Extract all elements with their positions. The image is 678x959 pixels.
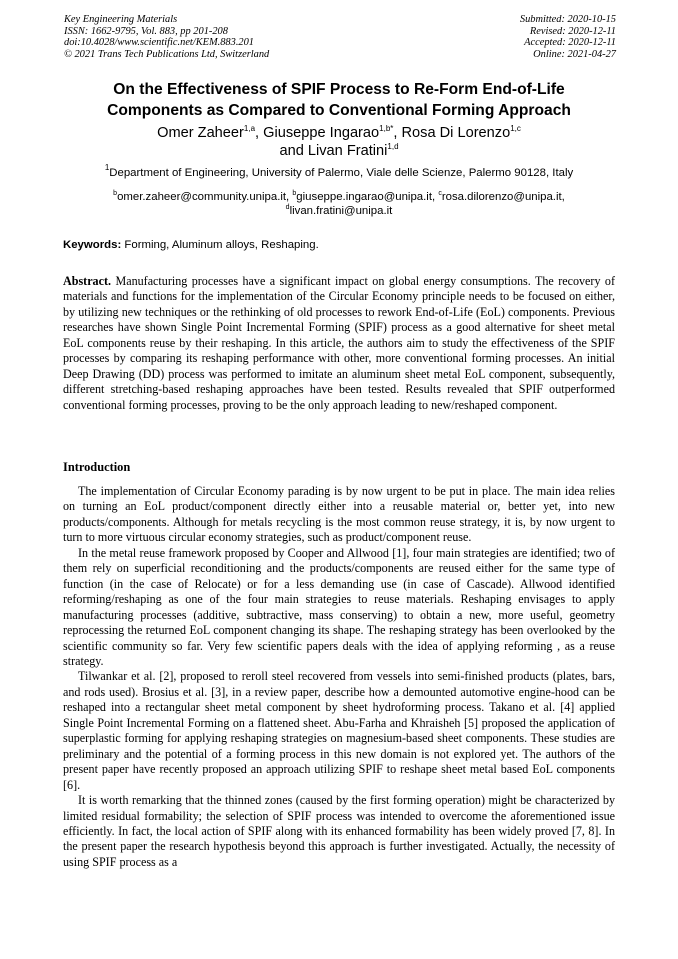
affiliation [40, 163, 638, 180]
author-affiliation-marker: 1,a [243, 124, 256, 133]
affiliation-text: Department of Engineering, University of Palermo, Viale delle Scienze, Palermo 90128, Italy [109, 167, 574, 179]
email-marker: b [292, 190, 297, 197]
paragraph: In the metal reuse framework proposed by Cooper and Allwood [1], four main strategies are identified; two of them rely on superficial reconditioning and the products/components are reused either for the same type of function (in the case of Relocate) or for a less demanding use (in case of Cascade). Allwood identified reforming/reshaping as one of the four main strategies to reuse materials. Reshaping envisages to apply manufacturing processes (additive, subtractive, mass conserving) to obtain a new, more useful, geometry reprocessing the returned EoL component changing its shape. The reshaping strategy has been overlooked by the scientific community so far. Very few scientific papers deals with the idea of applying reforming , as a reuse strategy. [63, 545, 615, 668]
abstract-text: Manufacturing processes have a significant impact on global energy consumptions. The recovery of materials and functions for the implementation of the Circular Economy principle needs to be focused on either, by utilizing new techniques or the rethinking of old processes to rework End-of-Life (EoL) components. Previous researches have shown Single Point Incremental Forming (SPIF) process as a good alternative for sheet metal EoL components reuse by their reshaping. In this article, the authors aim to study the effectiveness of the SPIF processes by comparing its reshaping performance with other, more conventional forming processes. An initial Deep Drawing (DD) process was performed to imitate an aluminum sheet metal EoL component, subsequently, different stretching-based reshaping approaches have been tested. Results revealed that SPIF outperformed conventional forming processes, proving to be the only approach leading to new/reshaped component. [63, 274, 615, 412]
date-accepted: Accepted: 2020-12-11 [524, 37, 616, 49]
paper-title [40, 79, 638, 121]
author-affiliation-marker: 1,d [387, 142, 399, 151]
author-separator: , [393, 125, 402, 141]
authors-line-1 [40, 124, 638, 142]
journal-info [64, 14, 269, 60]
affiliation-marker: 1 [104, 163, 110, 172]
email-marker: c [438, 190, 442, 197]
email-link[interactable]: livan.fratini@unipa.it [289, 204, 393, 217]
email-marker: d [285, 203, 290, 211]
keywords-label: Keywords: [63, 239, 122, 251]
introduction-body [63, 484, 615, 870]
emails-line-1 [40, 191, 638, 205]
email-link[interactable]: rosa.dilorenzo@unipa.it, [441, 191, 565, 203]
keywords-text: Forming, Aluminum alloys, Reshaping. [121, 239, 319, 251]
publication-dates [520, 14, 616, 60]
authors-line-2 [40, 142, 638, 160]
emails-line-2 [40, 205, 638, 219]
journal-copyright: © 2021 Trans Tech Publications Ltd, Switzerland [64, 48, 270, 60]
email-marker: b [113, 190, 118, 197]
email-link[interactable]: omer.zaheer@community.unipa.it, [117, 191, 293, 203]
abstract [63, 274, 615, 413]
author-name: Omer Zaheer [157, 125, 244, 141]
abstract-label: Abstract. [63, 274, 112, 288]
paragraph: Tilwankar et al. [2], proposed to reroll steel recovered from vessels into semi-finished products (plates, bars, and rods used). Brosius et al. [3], in a review paper, describe how a demounted automotive engine-hood can be reshaped into a rectangular sheet metal component by sheet hydroforming process. Takano et al. [4] applied Single Point Incremental Forming on a flattened sheet. Abu-Farha and Khraisheh [5] proposed the application of superplastic forming for applying reshaping strategies on magnesium-based sheet components. These studies are preliminary and the potential of a forming process in this new domain is not explored yet. The authors of the present paper have recently proposed an approach utilizing SPIF to reshape sheet metal based EoL components [6]. [63, 669, 615, 792]
date-online: Online: 2021-04-27 [533, 48, 616, 60]
title-line-2: Components as Compared to Conventional Forming Approach [107, 102, 571, 119]
paragraph: The implementation of Circular Economy parading is by now urgent to be put in place. The main idea relies on turning an EoL product/component directly either into a reusable material or, better yet, into new products/components. Although for metals recycling is the most common reuse strategy, it is, by now urgent to turn to more virtuous circular economy strategies, such as product/component reuse. [63, 484, 615, 545]
email-link[interactable]: giuseppe.ingarao@unipa.it, [296, 191, 439, 203]
journal-name: Key Engineering Materials [64, 14, 178, 25]
paragraph: It is worth remarking that the thinned zones (caused by the first forming operation) might be characterized by limited residual formability; the selection of SPIF process was intended to overcome the aforementioned issue efficiently. In fact, the local action of SPIF along with its enhanced formability has been widely proved [7, 8]. In the present paper the research hypothesis beyond this approach is further investigated. Actually, the necessity of using SPIF process as a [63, 793, 615, 869]
author-name: Giuseppe Ingarao [263, 125, 380, 141]
journal-doi: doi:10.4028/www.scientific.net/KEM.883.201 [64, 37, 254, 49]
keywords [63, 238, 319, 252]
author-emails [40, 191, 638, 218]
date-submitted: Submitted: 2020-10-15 [519, 14, 616, 25]
author-affiliation-marker: 1,c [510, 124, 521, 133]
date-revised: Revised: 2020-12-11 [529, 25, 616, 37]
author-list [40, 124, 638, 160]
author-name: Rosa Di Lorenzo [401, 125, 511, 141]
journal-issn: ISSN: 1662-9795, Vol. 883, pp 201-208 [64, 25, 228, 37]
title-line-1: On the Effectiveness of SPIF Process to Re-Form End-of-Life [113, 81, 565, 98]
author-name: and Livan Fratini [279, 143, 388, 159]
section-heading-introduction: Introduction [63, 460, 131, 474]
author-separator: , [255, 125, 264, 141]
author-affiliation-marker: 1,b* [379, 124, 394, 133]
